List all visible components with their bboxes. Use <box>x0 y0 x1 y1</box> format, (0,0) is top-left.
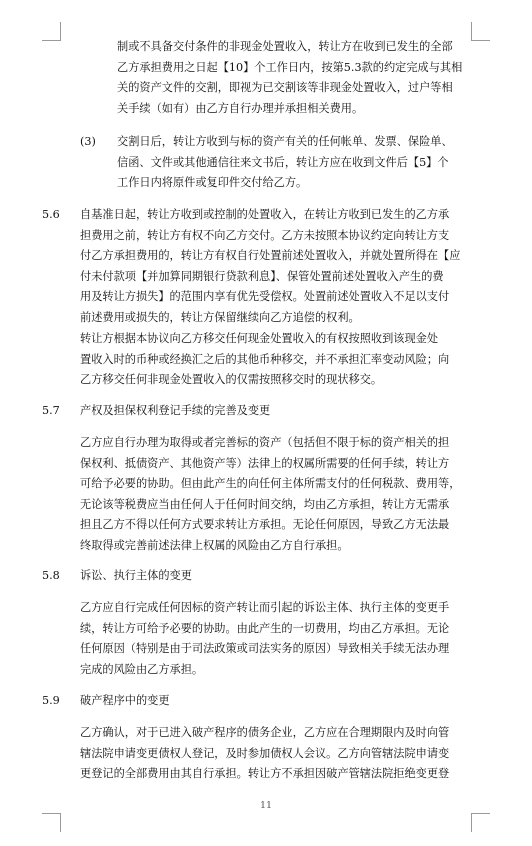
text-line: 关手续（如有）由乙方自行办理并承担相关费用。 <box>117 101 364 115</box>
text-line: 终取得或完善前述法律上权属的风险由乙方自行承担。 <box>80 538 349 552</box>
text-line: 转让方根据本协议向乙方移交任何现金处置收入的有权按照收到该现金处 <box>80 332 439 345</box>
text-line: 用及转让方损失】的范围内享有优先受偿权。处置前述处置收入不足以支付 <box>80 290 450 304</box>
heading-text: 破产程序中的变更 <box>80 694 170 707</box>
text-line: 付未付款项【并加算同期银行贷款利息】、保管处置前述处置收入产生的费 <box>80 269 444 283</box>
section-number: 5.7 <box>42 404 60 417</box>
text-line: 关的资产文件的交割，即视为已交割该等非现金处置收入，过户等相 <box>117 81 453 95</box>
crop-mark-top-left <box>42 22 61 41</box>
text-line: 乙方移交任何非现金处置收入的仅需按照移交时的现状移交。 <box>80 373 383 387</box>
text-line: 无论该等税费应当由任何人于任何时间交纳，均由乙方承担，转让方无需承 <box>80 497 450 511</box>
section-heading-5-8 <box>80 566 486 587</box>
page-number: 11 <box>259 800 273 811</box>
text-line: 任何原因（特别是由于司法政策或司法实务的原因）导致相关手续无法办理 <box>80 642 450 656</box>
section-number: 5.8 <box>42 569 60 582</box>
text-line: 前述费用或损失的，转让方保留继续向乙方追偿的权利。 <box>80 310 360 324</box>
paragraph-5-9 <box>80 723 486 785</box>
paragraph-5-8 <box>80 598 486 680</box>
paragraph-5-6 <box>80 205 486 329</box>
text-line: 担费用之前，转让方有权不向乙方交付。乙方未按照本协议约定向转让方支 <box>80 228 450 242</box>
text-line: 乙方应自行完成任何因标的资产转让而引起的诉讼主体、执行主体的变更手 <box>80 601 450 614</box>
text-line: 可给予必要的协助。但由此产生的向任何主体所需支付的任何税款、费用等， <box>80 477 461 491</box>
paragraph-5-6-currency <box>80 329 486 391</box>
paragraph-5-7 <box>80 433 486 557</box>
text-line: 付乙方承担费用的，转让方有权自行处置前述处置收入，并就处置所得在【应 <box>80 249 461 263</box>
section-number: 5.9 <box>42 694 60 707</box>
text-line: 乙方承担费用之日起【10】个工作日内，按第5.3款的约定完成与其相 <box>117 60 463 74</box>
item-number: (3) <box>80 135 96 148</box>
crop-mark-bottom-right <box>471 813 490 832</box>
heading-text: 产权及担保权利登记手续的完善及变更 <box>80 404 271 417</box>
text-line: 制或不具备交付条件的非现金处置收入，转让方在收到已发生的全部 <box>117 40 453 53</box>
text-line: 完成的风险由乙方承担。 <box>80 662 204 676</box>
text-line: 交割日后，转让方收到与标的资产有关的任何帐单、发票、保险单、 <box>117 135 453 148</box>
text-line: 更登记的全部费用由其自行承担。转让方不承担因破产管辖法院拒绝变更登 <box>80 767 450 781</box>
text-line: 乙方确认，对于已进入破产程序的债务企业，乙方应在合理期限内及时向管 <box>80 726 450 739</box>
section-number: 5.6 <box>42 208 60 221</box>
text-line: 自基准日起，转让方收到或控制的处置收入，在转让方收到已发生的乙方承 <box>80 208 450 221</box>
paragraph-item-3 <box>117 132 487 194</box>
crop-mark-bottom-left <box>42 813 61 832</box>
heading-text: 诉讼、执行主体的变更 <box>80 569 192 582</box>
text-line: 置收入时的币种或经换汇之后的其他币种移交，并不承担汇率变动风险；向 <box>80 352 450 366</box>
text-line: 续，转让方可给予必要的协助。由此产生的一切费用，均由乙方承担。无论 <box>80 621 450 635</box>
section-heading-5-9 <box>80 691 486 712</box>
text-line: 保权利、抵债资产、其他资产等）法律上的权属所需要的任何手续，转让方 <box>80 456 450 470</box>
text-line: 乙方应自行办理为取得或者完善标的资产（包括但不限于标的资产相关的担 <box>80 436 450 449</box>
paragraph-continuation <box>117 37 487 119</box>
text-line: 担且乙方不得以任何方式要求转让方承担。无论任何原因，导致乙方无法最 <box>80 518 450 532</box>
text-line: 工作日内将原件或复印件交付给乙方。 <box>117 176 308 190</box>
text-line: 信函、文件或其他通信往来文书后，转让方应在收到文件后【5】个 <box>117 155 449 169</box>
section-heading-5-7 <box>80 401 486 422</box>
text-line: 辖法院申请变更债权人登记，及时参加债权人会议。乙方向管辖法院申请变 <box>80 746 450 760</box>
